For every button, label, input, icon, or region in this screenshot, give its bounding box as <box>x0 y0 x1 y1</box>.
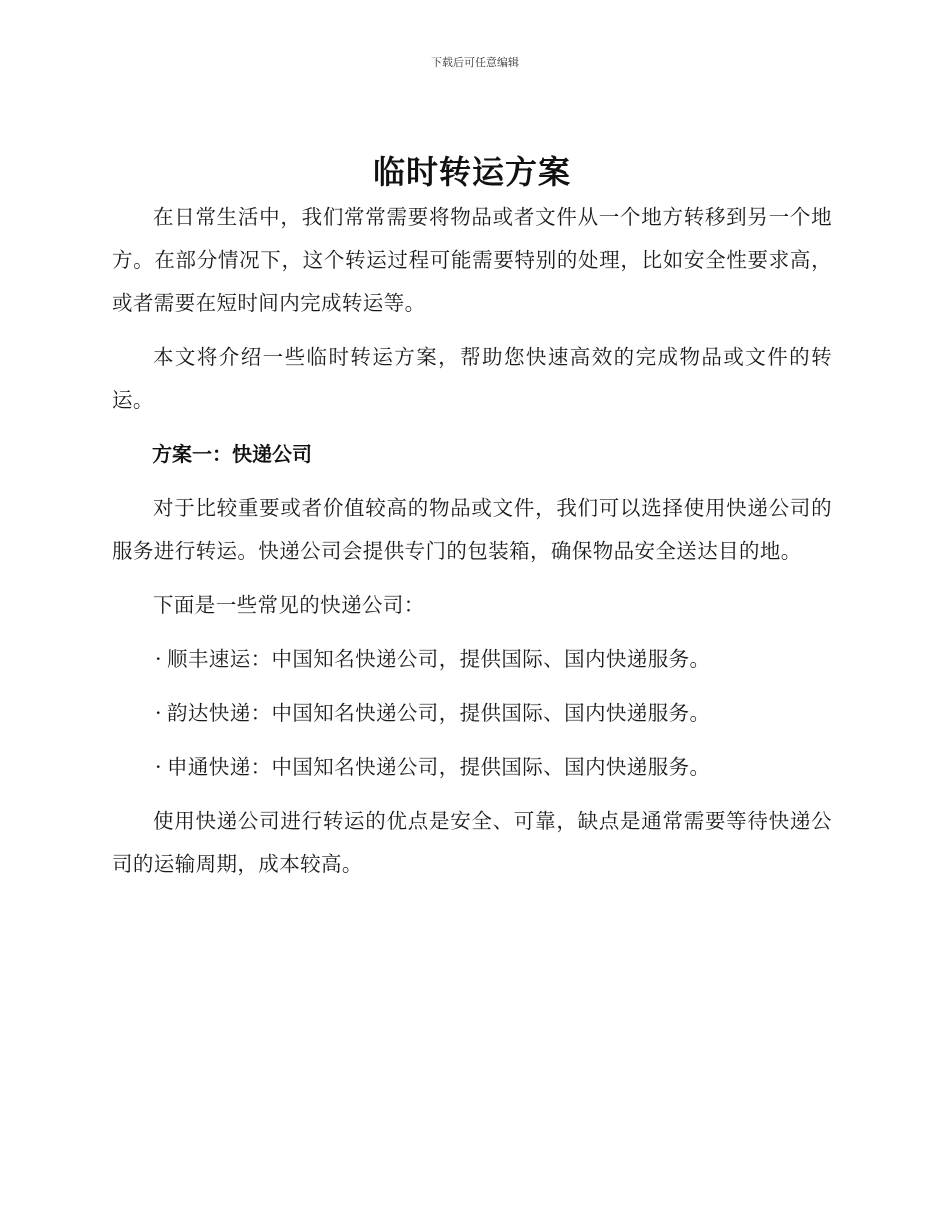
list-item-text: 顺丰速运：中国知名快递公司，提供国际、国内快递服务。 <box>167 647 711 671</box>
bullet-icon: · <box>155 647 162 671</box>
courier-paragraph: 对于比较重要或者价值较高的物品或文件，我们可以选择使用快递公司的服务进行转运。快递公司会提供专门的包装箱，确保物品安全送达目的地。 <box>112 496 832 563</box>
intro-paragraph-2: 本文将介绍一些临时转运方案，帮助您快速高效的完成物品或文件的转运。 <box>112 345 832 412</box>
courier-conclusion: 使用快递公司进行转运的优点是安全、可靠，缺点是通常需要等待快递公司的运输周期，成本较高。 <box>112 809 832 876</box>
list-item <box>112 746 832 789</box>
section-heading-courier: 方案一：快递公司 <box>152 442 312 466</box>
document-body <box>112 148 832 897</box>
list-item-text: 申通快递：中国知名快递公司，提供国际、国内快递服务。 <box>167 755 711 779</box>
list-item <box>112 692 832 735</box>
courier-company-list <box>112 638 832 789</box>
document-title: 临时转运方案 <box>372 153 571 191</box>
list-item <box>112 638 832 681</box>
bullet-icon: · <box>155 755 162 779</box>
courier-list-intro: 下面是一些常见的快递公司： <box>153 593 425 617</box>
intro-paragraph-1: 在日常生活中，我们常常需要将物品或者文件从一个地方转移到另一个地方。在部分情况下，这个转运过程可能需要特别的处理，比如安全性要求高，或者需要在短时间内完成转运等。 <box>112 205 832 315</box>
list-item-text: 韵达快递：中国知名快递公司，提供国际、国内快递服务。 <box>167 701 711 725</box>
header-note: 下载后可任意编辑 <box>431 56 519 69</box>
bullet-icon: · <box>155 701 162 725</box>
